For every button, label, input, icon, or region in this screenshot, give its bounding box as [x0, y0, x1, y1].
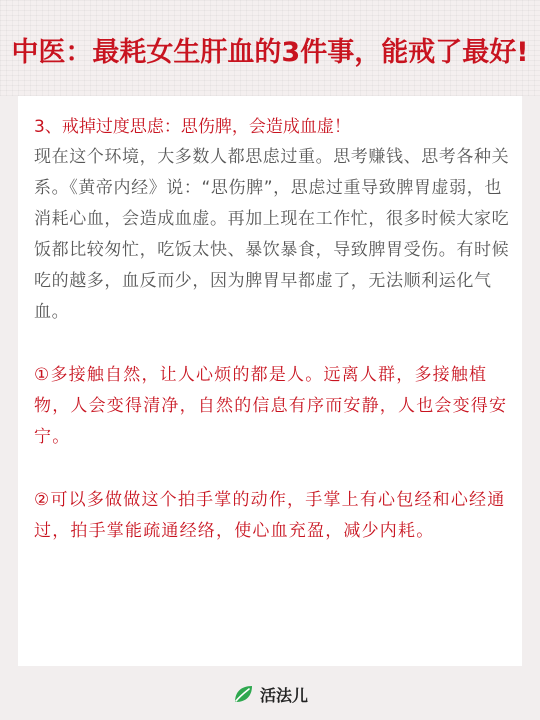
article-content: [34, 112, 512, 547]
page-title: 中医：最耗女生肝血的3件事，能戒了最好!: [11, 37, 529, 68]
brand-logo: [232, 683, 308, 706]
section-heading: 3、戒掉过度思虑：思伤脾，会造成血虚！: [34, 117, 351, 137]
tip-clap-hands: ②可以多做做这个拍手掌的动作，手掌上有心包经和心经通过，拍手掌能疏通经络，使心血充盈，减少内耗。: [34, 490, 506, 541]
brand-name: 活法儿: [259, 685, 308, 705]
tip-nature: ①多接触自然，让人心烦的都是人。远离人群，多接触植物，人会变得清净，自然的信息有序而安静，人也会变得安宁。: [34, 365, 508, 447]
footer: [0, 668, 540, 720]
section-paragraph: 现在这个环境，大多数人都思虑过重。思考赚钱、思考各种关系。《黄帝内经》说：“思伤脾”，思虑过重导致脾胃虚弱，也消耗心血，会造成血虚。再加上现在工作忙，很多时候大家吃饭都比较匆忙，吃饭太快、暴饮暴食，导致脾胃受伤。有时候吃的越多，血反而少，因为脾胃早都虚了，无法顺利运化气血。: [34, 147, 510, 322]
header-banner: [0, 0, 540, 96]
leaf-icon: [232, 683, 254, 705]
